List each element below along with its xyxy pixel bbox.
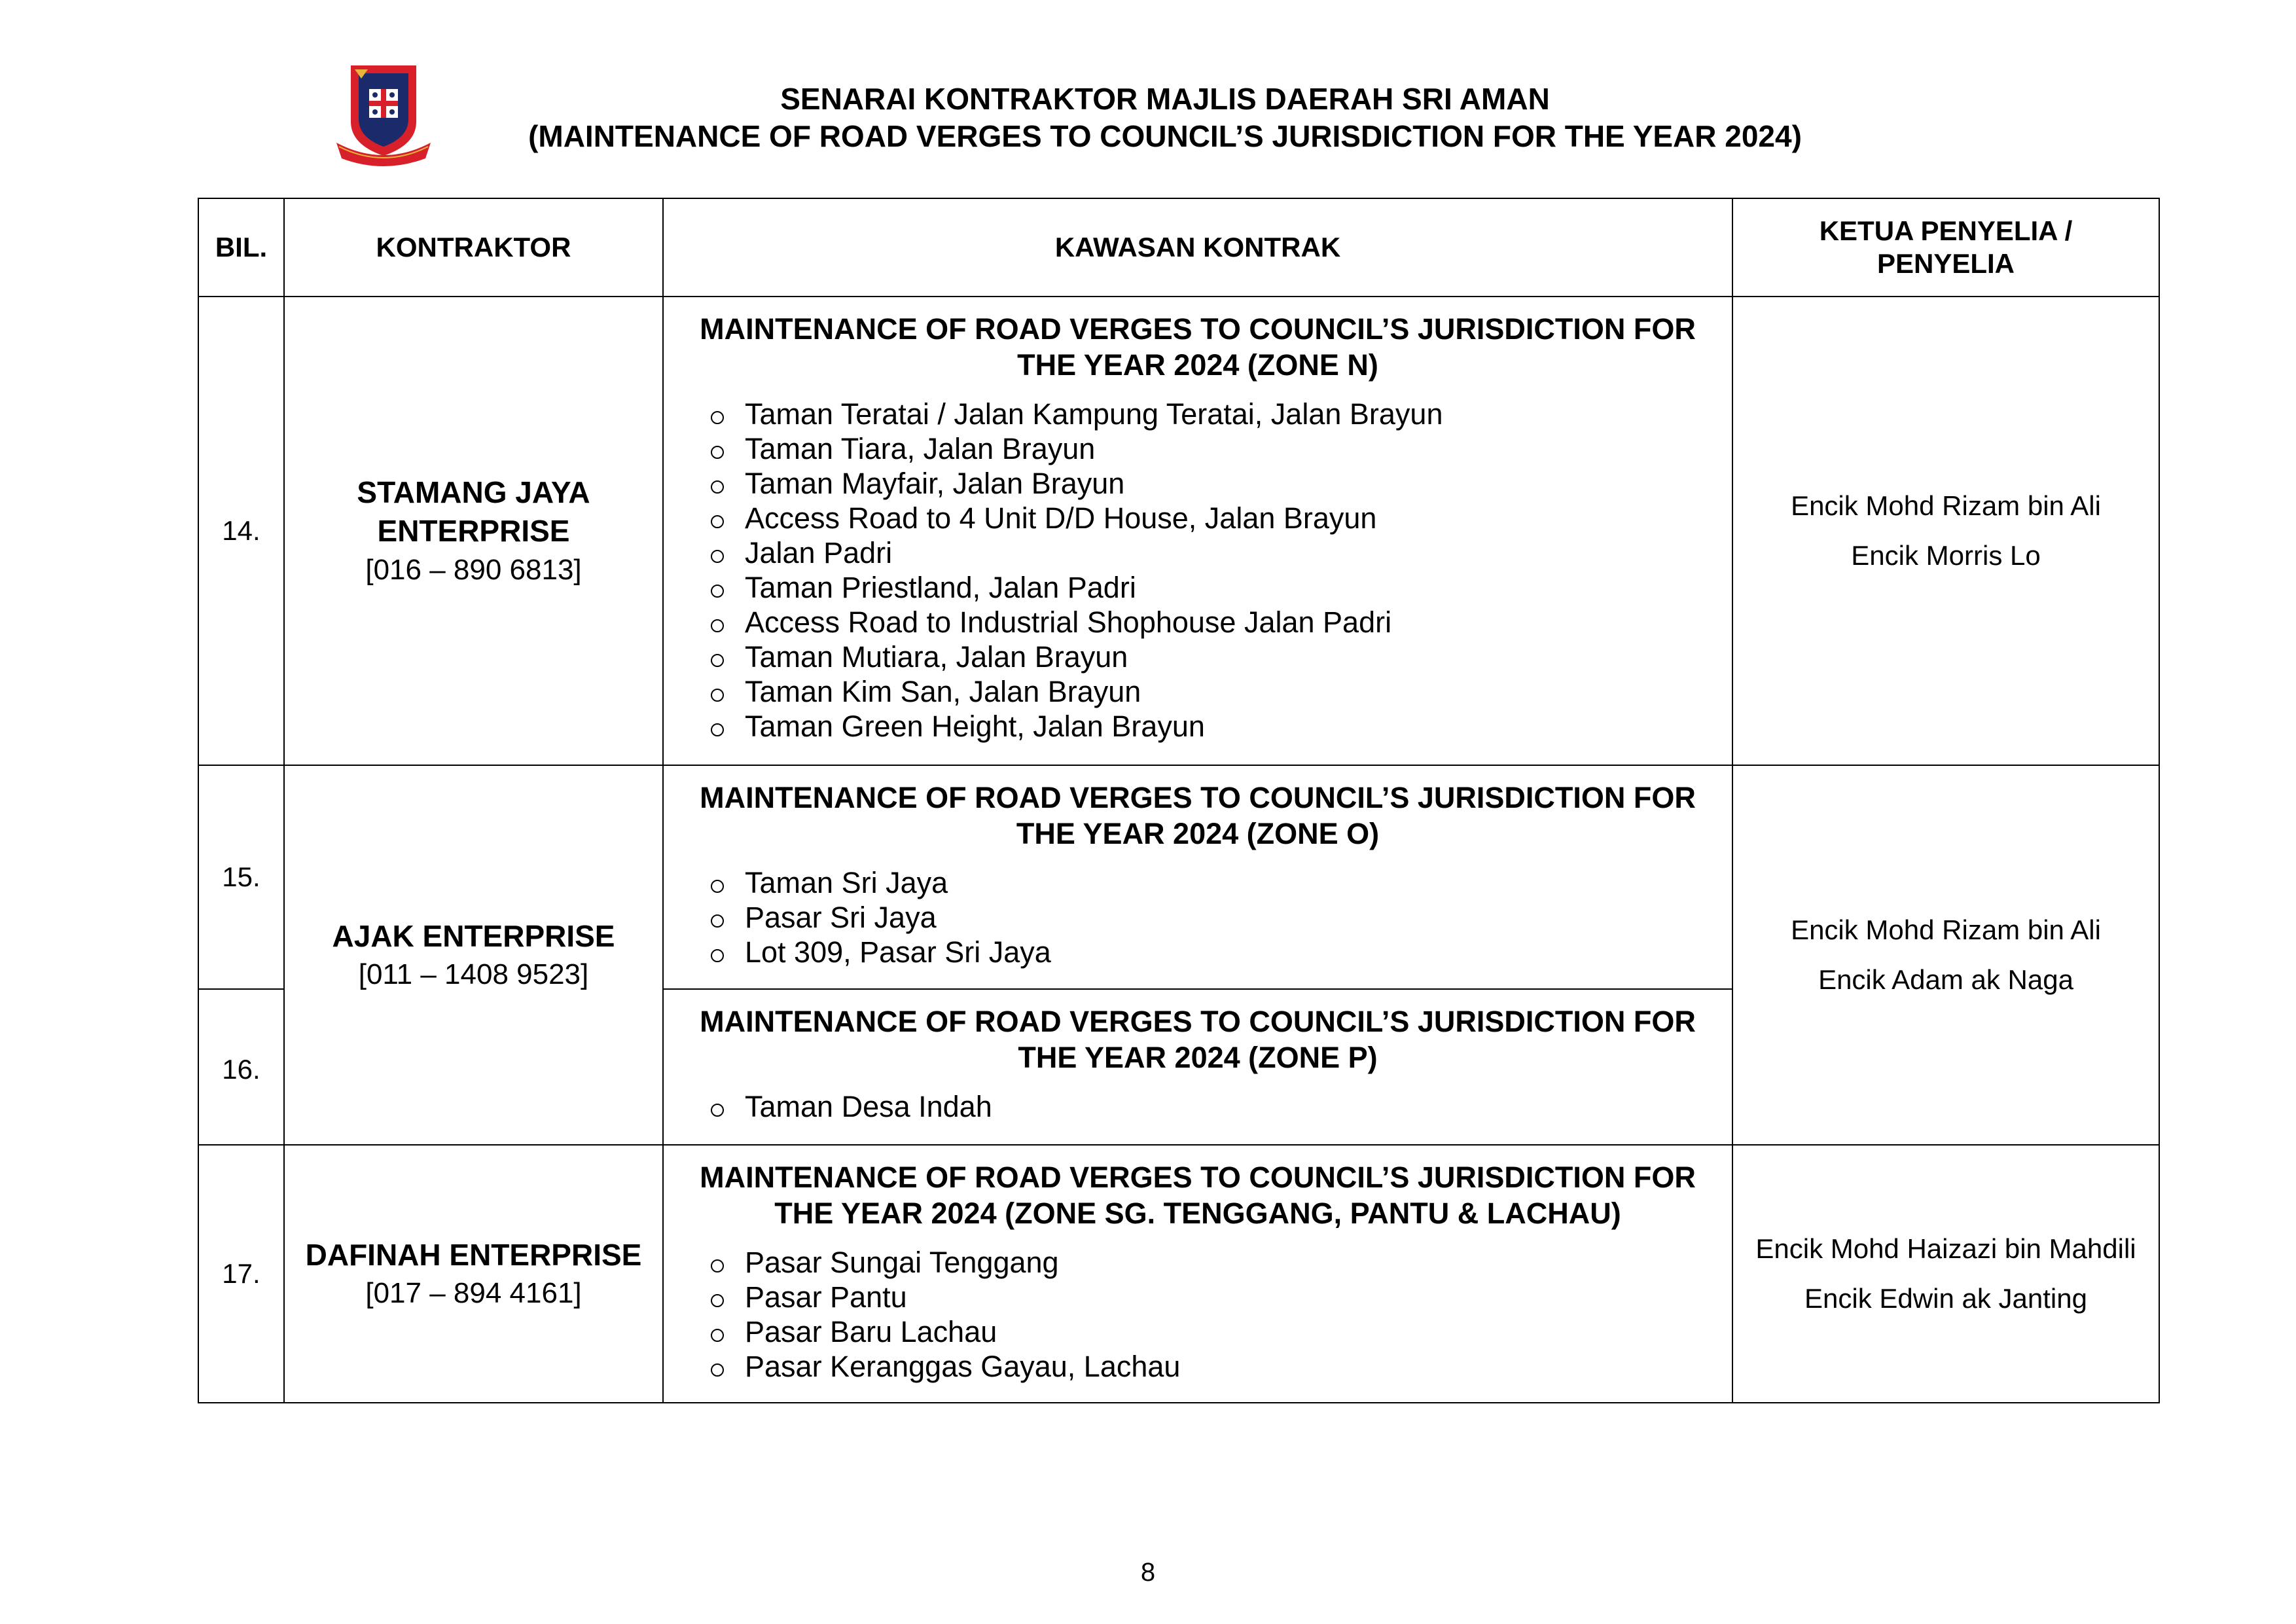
table-row <box>198 1145 2159 1403</box>
list-item: Taman Tiara, Jalan Brayun <box>709 431 1732 466</box>
supervisor-cell <box>1732 765 2159 1145</box>
supervisor-name: Encik Edwin ak Janting <box>1804 1283 2087 1314</box>
list-item: Taman Priestland, Jalan Padri <box>709 570 1732 605</box>
col-header-kawasan: KAWASAN KONTRAK <box>663 198 1732 297</box>
contractor-phone: [016 – 890 6813] <box>365 554 582 586</box>
row-number: 16. <box>198 989 284 1145</box>
page-subtitle: (MAINTENANCE OF ROAD VERGES TO COUNCIL’S JURISDICTION FOR THE YEAR 2024) <box>528 119 1802 153</box>
contractor-phone: [017 – 894 4161] <box>365 1277 582 1310</box>
supervisor-cell <box>1732 297 2159 765</box>
zone-title: MAINTENANCE OF ROAD VERGES TO COUNCIL’S JURISDICTION FOR THE YEAR 2024 (ZONE N) <box>700 312 1696 382</box>
list-item: Pasar Pantu <box>709 1280 1732 1314</box>
contractor-phone: [011 – 1408 9523] <box>358 958 589 991</box>
supervisor-cell <box>1732 1145 2159 1403</box>
list-item: Jalan Padri <box>709 535 1732 570</box>
contract-area-cell <box>663 1145 1732 1403</box>
table-row <box>198 297 2159 765</box>
page-number: 8 <box>1140 1558 1156 1587</box>
zone-title: MAINTENANCE OF ROAD VERGES TO COUNCIL’S JURISDICTION FOR THE YEAR 2024 (ZONE SG. TENGGANG, PANTU & LACHAU) <box>700 1161 1696 1230</box>
list-item: Taman Mutiara, Jalan Brayun <box>709 640 1732 674</box>
list-item: Taman Kim San, Jalan Brayun <box>709 674 1732 709</box>
list-item: Pasar Sri Jaya <box>709 900 1732 935</box>
list-item: Taman Desa Indah <box>709 1089 1732 1124</box>
list-item: Pasar Baru Lachau <box>709 1314 1732 1349</box>
row-number: 15. <box>198 765 284 989</box>
list-item: Taman Teratai / Jalan Kampung Teratai, Jalan Brayun <box>709 397 1732 431</box>
supervisor-name: Encik Mohd Haizazi bin Mahdili <box>1755 1233 2136 1264</box>
contract-area-cell <box>663 297 1732 765</box>
list-item: Lot 309, Pasar Sri Jaya <box>709 935 1732 969</box>
list-item: Pasar Sungai Tenggang <box>709 1245 1732 1280</box>
supervisor-name: Encik Morris Lo <box>1851 540 2041 571</box>
contractor-cell <box>284 765 663 1145</box>
contractor-name: STAMANG JAYA ENTERPRISE <box>357 475 590 549</box>
list-item: Access Road to 4 Unit D/D House, Jalan Brayun <box>709 501 1732 535</box>
supervisor-name: Encik Mohd Rizam bin Ali <box>1791 490 2101 521</box>
page-title: SENARAI KONTRAKTOR MAJLIS DAERAH SRI AMAN <box>780 82 1550 116</box>
col-header-kontraktor: KONTRAKTOR <box>284 198 663 297</box>
zone-title: MAINTENANCE OF ROAD VERGES TO COUNCIL’S JURISDICTION FOR THE YEAR 2024 (ZONE P) <box>700 1005 1696 1074</box>
area-list <box>664 1089 1732 1136</box>
supervisor-name: Encik Mohd Rizam bin Ali <box>1791 914 2101 945</box>
contract-area-cell <box>663 989 1732 1145</box>
zone-title: MAINTENANCE OF ROAD VERGES TO COUNCIL’S JURISDICTION FOR THE YEAR 2024 (ZONE O) <box>700 781 1696 850</box>
contractor-name: DAFINAH ENTERPRISE <box>305 1237 642 1272</box>
list-item: Pasar Keranggas Gayau, Lachau <box>709 1349 1732 1384</box>
table-row <box>198 765 2159 989</box>
contractor-name: AJAK ENTERPRISE <box>332 918 615 953</box>
list-item: Access Road to Industrial Shophouse Jalan Padri <box>709 605 1732 640</box>
list-item: Taman Sri Jaya <box>709 865 1732 900</box>
col-header-penyelia <box>1732 198 2159 297</box>
row-number: 14. <box>198 297 284 765</box>
area-list <box>664 397 1732 755</box>
contractor-cell <box>284 297 663 765</box>
row-number: 17. <box>198 1145 284 1403</box>
list-item: Taman Mayfair, Jalan Brayun <box>709 466 1732 501</box>
list-item: Taman Green Height, Jalan Brayun <box>709 709 1732 744</box>
contractor-table <box>198 198 2160 1403</box>
area-list <box>664 865 1732 981</box>
contract-area-cell <box>663 765 1732 989</box>
area-list <box>664 1245 1732 1396</box>
col-header-bil: BIL. <box>198 198 284 297</box>
table-header-row <box>198 198 2159 297</box>
contractor-cell <box>284 1145 663 1403</box>
col-header-penyelia-text: KETUA PENYELIA / PENYELIA <box>1819 215 2073 279</box>
supervisor-name: Encik Adam ak Naga <box>1818 964 2073 995</box>
